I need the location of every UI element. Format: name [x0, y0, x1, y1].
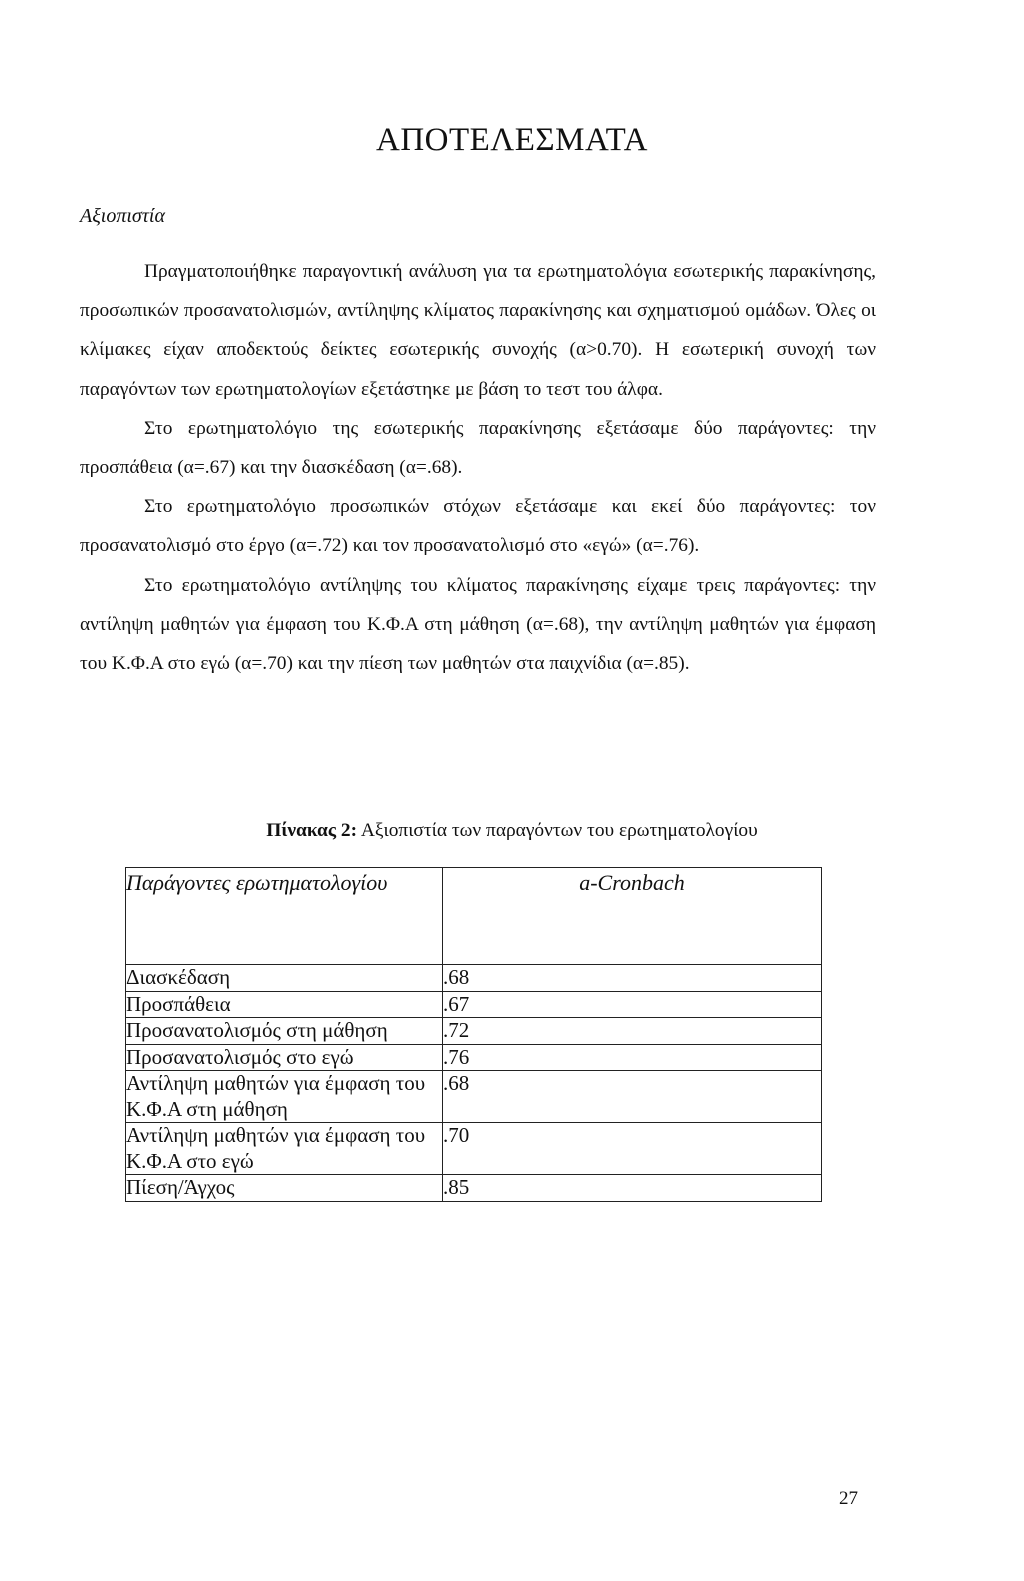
- paragraph-motivational-climate: Στο ερωτηματολόγιο αντίληψης του κλίματος παρακίνησης είχαμε τρεις παράγοντες: την αντίληψη μαθητών για έμφαση του Κ.Φ.Α στη μάθηση (α=.68), την αντίληψη μαθητών για έμφαση του Κ.Φ.Α στο εγώ (α=.70) και την πίεση των μαθητών στα παιχνίδια (α=.85).: [80, 574, 876, 675]
- table-row: [126, 991, 822, 1018]
- factor-cell: Αντίληψη μαθητών για έμφαση του Κ.Φ.Α στο εγώ: [126, 1123, 443, 1175]
- page-number: 27: [839, 1488, 858, 1509]
- table-caption-text: Αξιοπιστία των παραγόντων του ερωτηματολογίου: [357, 820, 758, 841]
- factor-cell: Διασκέδαση: [126, 965, 443, 992]
- table-row: [126, 1123, 822, 1175]
- alpha-cell: .68: [443, 1071, 822, 1123]
- alpha-cell: .72: [443, 1018, 822, 1045]
- page-title: ΑΠΟΤΕΛΕΣΜΑΤΑ: [376, 122, 648, 158]
- table-row: [126, 1044, 822, 1071]
- table-caption: [0, 820, 1024, 842]
- table-row: [126, 965, 822, 992]
- factor-cell: Προσπάθεια: [126, 991, 443, 1018]
- factor-cell: Πίεση/Άγχος: [126, 1175, 443, 1202]
- reliability-table: [125, 867, 822, 1202]
- table-row: [126, 1071, 822, 1123]
- alpha-cell: .76: [443, 1044, 822, 1071]
- section-title: Αξιοπιστία: [80, 205, 165, 227]
- body-text: [80, 252, 876, 683]
- paragraph-factor-analysis: Πραγματοποιήθηκε παραγοντική ανάλυση για τα ερωτηματολόγια εσωτερικής παρακίνησης, προσωπικών προσανατολισμών, αντίληψης κλίματος παρακίνησης και σχηματισμού ομάδων. Όλες οι κλίμακες είχαν αποδεκτούς δείκτες εσωτερικής συνοχής (α>0.70). Η εσωτερική συνοχή των παραγόντων των ερωτηματολογίων εξετάστηκε με βάση το τεστ του άλφα.: [80, 261, 876, 400]
- table-header-row: [126, 868, 822, 965]
- paragraph-intrinsic-motivation: Στο ερωτηματολόγιο της εσωτερικής παρακίνησης εξετάσαμε δύο παράγοντες: την προσπάθεια (α=.67) και την διασκέδαση (α=.68).: [80, 417, 876, 479]
- table-row: [126, 1175, 822, 1202]
- factor-cell: Προσανατολισμός στη μάθηση: [126, 1018, 443, 1045]
- alpha-cell: .70: [443, 1123, 822, 1175]
- alpha-cell: .85: [443, 1175, 822, 1202]
- alpha-cell: .67: [443, 991, 822, 1018]
- alpha-cell: .68: [443, 965, 822, 992]
- header-factors: Παράγοντες ερωτηματολογίου: [126, 868, 443, 965]
- factor-cell: Προσανατολισμός στο εγώ: [126, 1044, 443, 1071]
- table-caption-label: Πίνακας 2:: [266, 820, 358, 841]
- paragraph-personal-goals: Στο ερωτηματολόγιο προσωπικών στόχων εξετάσαμε και εκεί δύο παράγοντες: τον προσανατολισμό στο έργο (α=.72) και τον προσανατολισμό στο «εγώ» (α=.76).: [80, 496, 876, 557]
- factor-cell: Αντίληψη μαθητών για έμφαση του Κ.Φ.Α στη μάθηση: [126, 1071, 443, 1123]
- header-cronbach-alpha: a-Cronbach: [443, 868, 822, 965]
- table-row: [126, 1018, 822, 1045]
